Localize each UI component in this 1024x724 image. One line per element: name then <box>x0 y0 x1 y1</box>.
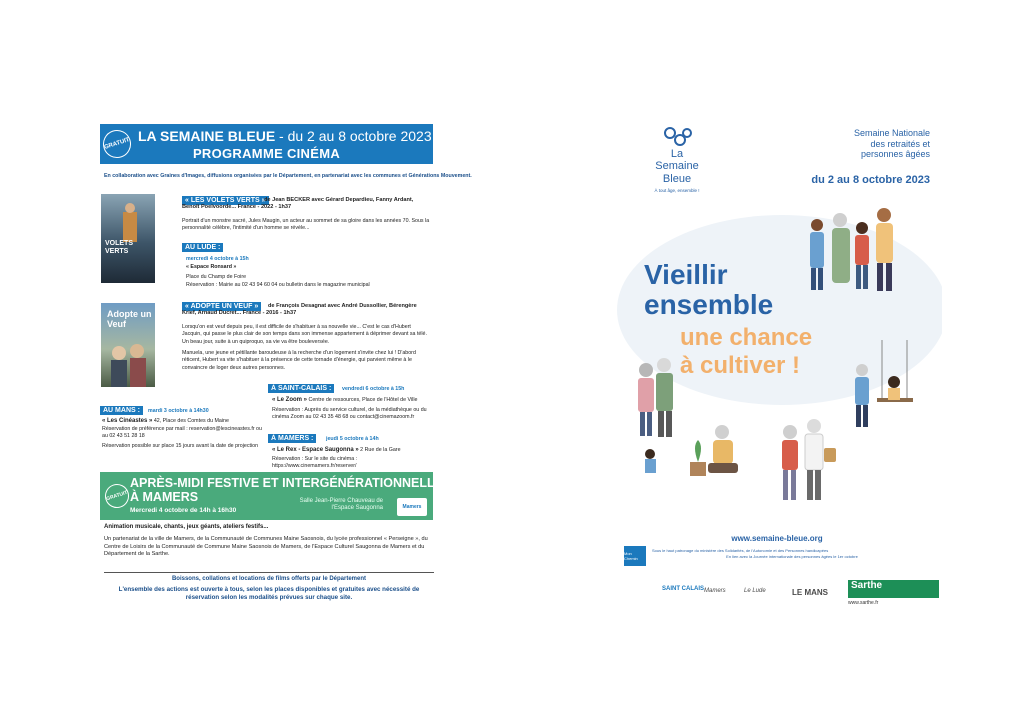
collaboration-note: En collaboration avec Graines d'Images, diffusions organisées par le Département, en partenariat avec les communes et Générations Mouvement. <box>104 173 472 179</box>
banner2-title2: À MAMERS <box>130 490 199 504</box>
gratuit-badge: GRATUIT <box>99 126 134 161</box>
slogan-main: Vieillir ensemble <box>644 259 774 320</box>
poster-adopte-un-veuf: Adopte un Veuf <box>101 303 155 387</box>
film-synopsis-2a: Lorsqu'on est veuf depuis peu, il est difficile de s'habituer à sa nouvelle vie... C'est le cas d'Hubert Jacquin, qui passe le plus clair de son temps dans son immense appartement à déprimer devant sa télé. Un beau jour, suite à un quiproquo, sa vie va être bouleversée. <box>182 324 427 345</box>
poster-figure-icon <box>101 194 155 283</box>
offer-note: Boissons, collations et locations de films offerts par le Département <box>171 576 367 582</box>
resa-le-mans: Réservation de préférence par mail : reservation@lescineastes.fr ou au 02 43 51 28 18 <box>102 426 262 440</box>
venue-le-mans: « Les Cinéastes » 42, Place des Comtes du Maine <box>102 418 229 424</box>
date-lude: mercredi 4 octobre à 15h <box>186 256 249 262</box>
knot-logo-icon <box>662 126 692 148</box>
resa-lude: Réservation : Mairie au 02 43 94 60 04 ou bulletin dans le magazine municipal <box>186 282 370 288</box>
animation-text: Animation musicale, chants, jeux géants, ateliers festifs... <box>104 524 269 530</box>
sarthe-site: www.sarthe.fr <box>848 600 879 606</box>
divider <box>104 572 434 573</box>
addr-lude: Place du Champ de Foire <box>186 274 247 280</box>
resa-mamers: Réservation : Sur le site du cinéma : https://www.cinemamers.fr/reserver/ <box>272 456 358 470</box>
film-synopsis-1: Portrait d'un monstre sacré, Jules Maugin, un acteur au sommet de sa gloire dans les années 70. Sous la personnalité célèbre, l'intimité d'un homme se révèle... <box>182 218 430 232</box>
banner2-title: APRÈS-MIDI FESTIVE ET INTERGÉNÉRATIONNELLE <box>130 476 443 490</box>
programme-header <box>100 124 433 164</box>
date-mamers: jeudi 5 octobre à 14h <box>326 436 379 442</box>
where-tag-lude: AU LUDE : <box>182 243 223 252</box>
venue-st-calais: « Le Zoom » Centre de ressources, Place de l'Hôtel de Ville <box>272 397 418 403</box>
partner-le-lude: Le Lude <box>744 588 766 594</box>
partner-le-mans: LE MANS <box>792 588 828 597</box>
date-le-mans: mardi 3 octobre à 14h30 <box>148 408 209 414</box>
mamers-logo: Mamers <box>397 498 427 516</box>
partner-saint-calais: SAINT CALAIS <box>662 586 704 592</box>
patronage-text: Sous le haut patronage du ministère des Solidarités, de l'Autonomie et des Personnes handicapées En lien avec la Journée internationale des personnes âgées le 1er octobre <box>652 548 858 559</box>
where-tag-le-mans: AU MANS : <box>100 406 143 415</box>
gratuit-badge-2: GRATUIT <box>102 481 132 511</box>
slogan-accent: une chance à cultiver ! <box>680 324 813 379</box>
film-tag-adopte-un-veuf: « ADOPTE UN VEUF » <box>182 302 261 311</box>
note-le-mans: Réservation possible sur place 15 jours avant la date de projection <box>102 443 259 449</box>
venue-lude: « Espace Ronsard » <box>186 264 237 270</box>
website-link[interactable]: www.semaine-bleue.org <box>731 534 823 543</box>
banner2-venue: Salle Jean-Pierre Chauveau de l'Espace Saugonna <box>299 498 383 511</box>
header-subtitle: PROGRAMME CINÉMA <box>192 146 341 161</box>
film-tag-volets-verts: « LES VOLETS VERTS » <box>182 196 269 205</box>
festive-afternoon-banner <box>100 472 443 520</box>
film-credits-1: de Jean BECKER avec Gérard Depardieu, Fanny Ardant, Benoît Poelvoorde... France - 2022 - 1h37 <box>182 197 414 211</box>
sarthe-logo: Sarthe www.sarthe.fr <box>848 580 936 608</box>
resa-st-calais: Réservation : Auprès du service culturel, de la médiathèque ou du cinéma Zoom au 02 43 35 48 68 ou contact@cinemazoom.fr <box>272 407 427 421</box>
banner2-date: Mercredi 4 octobre de 14h à 16h30 <box>130 507 237 514</box>
programme-page <box>80 100 472 620</box>
header-title: LA SEMAINE BLEUE - du 2 au 8 octobre 2023 <box>138 128 432 144</box>
semaine-bleue-logo: La Semaine Bleue À tout âge, ensemble ! <box>632 126 722 190</box>
poster-volets-verts: VOLETS VERTS <box>101 194 155 283</box>
film-credits-2: de François Desagnat avec André Dussollier, Bérengère Krief, Arnaud Ducret... France - 2016 - 1h37 <box>182 303 417 317</box>
where-tag-st-calais: À SAINT-CALAIS : <box>268 384 334 393</box>
partner-mamers: Mamers <box>704 588 726 594</box>
access-note: L'ensemble des actions est ouverte à tous, selon les places disponibles et gratuites avec nécessité de réservation selon les modalités prévues sur chaque site. <box>118 586 420 601</box>
partnership-text: Un partenariat de la ville de Mamers, de la Communauté de Communes Maine Saosnois, du lycée professionnel « Perseigne », du Centre de Loisirs de la Communauté de Commune Maine Saosnois de Mamers, de l'Espace Culturel Saugonna de Mamers et du Département de la Sarthe. <box>104 536 428 558</box>
film-synopsis-2b: Manuela, une jeune et pétillante baroudeuse à la recherche d'un logement s'invite chez lui ! D'abord réticent, Hubert va vite s'habituer à la présence de cette tornade d'énergie, qui parvient même à le convaincre de loger deux autres personnes. <box>182 350 416 371</box>
semaine-bleue-poster <box>612 120 942 620</box>
where-tag-mamers: À MAMERS : <box>268 434 316 443</box>
patronage-logo: Mon Chemin <box>624 546 646 566</box>
walking-couple-icon <box>782 419 836 500</box>
national-week-title: Semaine Nationale des retraités et personnes âgées <box>853 128 930 159</box>
venue-mamers: « Le Rex - Espace Saugonna » 2 Rue de la Gare <box>272 447 401 453</box>
poster-dates: du 2 au 8 octobre 2023 <box>811 174 930 186</box>
partner-logos <box>662 582 862 606</box>
date-st-calais: vendredi 6 octobre à 15h <box>342 386 405 392</box>
